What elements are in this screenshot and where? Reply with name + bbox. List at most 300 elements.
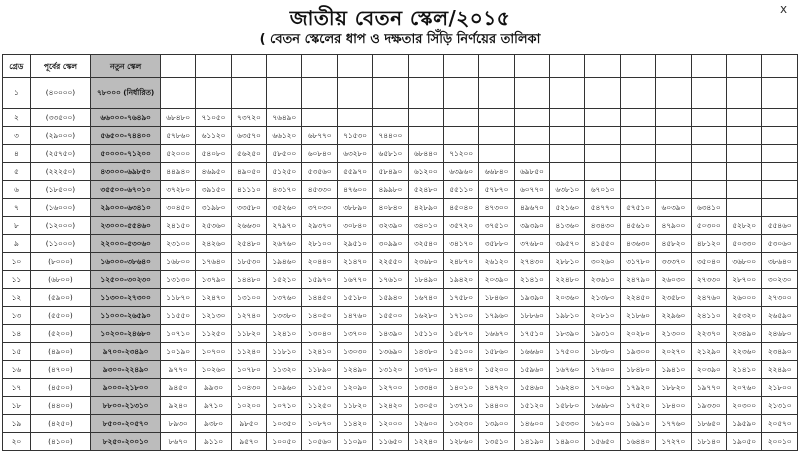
- step-cell: ১৫৯৭০: [302, 271, 337, 289]
- step-cell: ১২৪৭০: [196, 289, 231, 307]
- step-cell: ১৪৪০০: [479, 397, 514, 415]
- step-cell: ১৩৭১০: [443, 397, 478, 415]
- step-cell: ২৬০৩০: [656, 271, 691, 289]
- step-cell: ৫০৩৩০: [726, 235, 761, 253]
- step-cell: ১৩৫১০: [479, 433, 514, 451]
- step-cell: [408, 78, 443, 109]
- table-row: [3, 78, 798, 109]
- step-cell: ৫৫১১০: [443, 181, 478, 199]
- step-cell: ১৪০১০: [443, 379, 478, 397]
- step-cell: ৫২০০০: [160, 145, 195, 163]
- header-step-cell: [514, 55, 549, 78]
- step-cell: ১৮৬৫০: [691, 415, 726, 433]
- header-step-cell: [479, 55, 514, 78]
- step-cell: ৬৩৫৭০: [231, 127, 266, 145]
- new-scale-cell: ৫০০০০-৭১২০০: [91, 145, 161, 163]
- step-cell: ১৪৪৮০: [231, 271, 266, 289]
- step-cell: [550, 109, 585, 127]
- step-cell: ৫৭৮৭০: [479, 181, 514, 199]
- step-cell: ২০০১০: [762, 433, 798, 451]
- step-cell: ৫৬২৫০: [231, 145, 266, 163]
- step-cell: ১৭৫১০: [514, 325, 549, 343]
- step-cell: ১৮৮২০: [656, 379, 691, 397]
- step-cell: ১০২৬০: [196, 361, 231, 379]
- step-cell: ৪২৮৯০: [408, 199, 443, 217]
- step-cell: ১৩৩৮০: [267, 307, 302, 325]
- step-cell: ৪৩৬৩০: [620, 235, 655, 253]
- header-new-scale: নতুন স্কেল: [91, 55, 161, 78]
- step-cell: ২১২৯০: [691, 343, 726, 361]
- step-cell: ৩১৭৮০: [620, 253, 655, 271]
- step-cell: [726, 163, 761, 181]
- step-cell: ৬৭০১০: [585, 181, 620, 199]
- step-cell: ২৬০০০: [726, 289, 761, 307]
- step-cell: [585, 78, 620, 109]
- step-cell: ১৬৬৬০: [514, 343, 549, 361]
- step-cell: ১৯৫৯০: [726, 415, 761, 433]
- step-cell: ১০৭১০: [160, 325, 195, 343]
- step-cell: ২০৪৪০: [302, 253, 337, 271]
- step-cell: ৩৫০৪০: [691, 253, 726, 271]
- step-cell: [585, 145, 620, 163]
- table-row: [3, 163, 798, 181]
- step-cell: [726, 78, 761, 109]
- new-scale-cell: ১৬০০০-৩৮৬৪০: [91, 253, 161, 271]
- step-cell: ১৯৪৬০: [267, 253, 302, 271]
- step-cell: ১৮৩৯০: [550, 325, 585, 343]
- new-scale-cell: ৯০০০-২১৮০০: [91, 379, 161, 397]
- step-cell: ২৪৮৭০: [443, 253, 478, 271]
- grade-cell: ১১: [3, 271, 31, 289]
- step-cell: ২২৩৬০: [726, 343, 761, 361]
- step-cell: ৯৪৫০: [160, 379, 195, 397]
- step-cell: [656, 145, 691, 163]
- grade-cell: ৭: [3, 199, 31, 217]
- step-cell: ১৪১৯০: [514, 433, 549, 451]
- header-step-cell: [302, 55, 337, 78]
- step-cell: ৪৭৬০০: [337, 181, 372, 199]
- prev-scale-cell: (৪৫০০): [30, 379, 91, 397]
- header-step-cell: [656, 55, 691, 78]
- step-cell: ১১২৫০: [196, 325, 231, 343]
- step-cell: ৪৮১২০: [691, 235, 726, 253]
- table-row: [3, 415, 798, 433]
- grade-cell: ১৬: [3, 361, 31, 379]
- step-cell: [726, 145, 761, 163]
- prev-scale-cell: (৪৭০০): [30, 361, 91, 379]
- step-cell: ১৬৯১০: [620, 415, 655, 433]
- step-cell: [620, 127, 655, 145]
- prev-scale-cell: (৩৩৫০০): [30, 109, 91, 127]
- table-row: [3, 379, 798, 397]
- step-cell: ২৬৬৩০: [231, 217, 266, 235]
- header-step-cell: [726, 55, 761, 78]
- step-cell: ২৩৫৮০: [656, 289, 691, 307]
- step-cell: ১৫৪৬০: [514, 379, 549, 397]
- step-cell: [620, 109, 655, 127]
- step-cell: ২৬৫৯০: [762, 307, 798, 325]
- table-row: [3, 433, 798, 451]
- step-cell: [408, 109, 443, 127]
- step-cell: ৫৪৭৭০: [585, 199, 620, 217]
- step-cell: ৯৫৭০: [231, 433, 266, 451]
- step-cell: ৩০৪৫০: [160, 199, 195, 217]
- step-cell: ১৮৩৮০: [585, 343, 620, 361]
- step-cell: ৬৩২৮০: [337, 145, 372, 163]
- new-scale-cell: ৬৬০০০-৭৬৪৯০: [91, 109, 161, 127]
- step-cell: ২৪১৫০: [160, 217, 195, 235]
- step-cell: ১১৬৫০: [373, 433, 408, 451]
- step-cell: ২৫৪৮০: [231, 235, 266, 253]
- step-cell: ৩৬৮০০: [726, 253, 761, 271]
- step-cell: ১৪৭২০: [479, 379, 514, 397]
- step-cell: ১৯৩৯০: [514, 289, 549, 307]
- step-cell: ৪৩১৭০: [267, 181, 302, 199]
- table-row: [3, 361, 798, 379]
- step-cell: ৯৭১০: [196, 397, 231, 415]
- step-cell: ৬১১২০: [196, 127, 231, 145]
- step-cell: ১০৮৭০: [302, 415, 337, 433]
- prev-scale-cell: (৬৮০০): [30, 271, 91, 289]
- step-cell: [656, 78, 691, 109]
- step-cell: ২৬৭৬০: [267, 235, 302, 253]
- step-cell: ১৭৫৮০: [443, 289, 478, 307]
- new-scale-cell: ১১৩০০-২৭৩০০: [91, 289, 161, 307]
- step-cell: ১৬৬৮০: [585, 397, 620, 415]
- step-cell: ৪৯০৫০: [231, 163, 266, 181]
- step-cell: ৩১৯৮০: [196, 199, 231, 217]
- step-cell: ১৬৭৭০: [337, 271, 372, 289]
- step-cell: [726, 181, 761, 199]
- step-cell: ৪০৮৪০: [373, 199, 408, 217]
- step-cell: ২২৪৯০: [762, 361, 798, 379]
- step-cell: [550, 145, 585, 163]
- step-cell: ১৪৪৫০: [302, 289, 337, 307]
- step-cell: ৪১১১০: [231, 181, 266, 199]
- step-cell: ১২১৩০: [196, 307, 231, 325]
- step-cell: [762, 163, 798, 181]
- step-cell: ১৪৩৯০: [373, 325, 408, 343]
- grade-cell: ৬: [3, 181, 31, 199]
- step-cell: ১৪৩৮০: [408, 343, 443, 361]
- prev-scale-cell: (১১০০০): [30, 235, 91, 253]
- step-cell: ৬৩৮১০: [550, 181, 585, 199]
- step-cell: ১৯৪২০: [443, 271, 478, 289]
- step-cell: ১১২৫০: [302, 397, 337, 415]
- step-cell: [514, 109, 549, 127]
- step-cell: ৪৫৬১০: [620, 217, 655, 235]
- step-cell: ১৭৫২০: [620, 397, 655, 415]
- header-step-cell: [620, 55, 655, 78]
- step-cell: ৪৫৮২০: [656, 235, 691, 253]
- step-cell: ২২৪৮০: [550, 271, 585, 289]
- step-cell: ১২৭৪০: [231, 307, 266, 325]
- step-cell: ২১৮০০: [762, 379, 798, 397]
- new-scale-cell: ৪৩০০০-৬৯৮৫০: [91, 163, 161, 181]
- table-row: [3, 253, 798, 271]
- step-cell: ১২৬০০: [408, 415, 443, 433]
- step-cell: ৯৭৭০: [160, 361, 195, 379]
- step-cell: ৫৫৯৭০: [337, 163, 372, 181]
- prev-scale-cell: (২৫৭৫০): [30, 145, 91, 163]
- step-cell: ১৯৩০০: [620, 343, 655, 361]
- step-cell: ১০৩৫০: [267, 415, 302, 433]
- corner-mark: x: [780, 2, 788, 16]
- table-row: [3, 235, 798, 253]
- step-cell: ২৮১০০: [302, 235, 337, 253]
- step-cell: ২৯৩৭০: [302, 217, 337, 235]
- step-cell: ২৫৩৬০: [196, 217, 231, 235]
- step-cell: ২৩৪৯০: [726, 325, 761, 343]
- prev-scale-cell: (৫৫০০): [30, 307, 91, 325]
- prev-scale-cell: (৪১০০): [30, 433, 91, 451]
- step-cell: [585, 163, 620, 181]
- step-cell: ১২২৪০: [408, 433, 443, 451]
- step-cell: ৩৩৫৮০: [231, 199, 266, 217]
- prev-scale-cell: (১৮৫০০): [30, 181, 91, 199]
- step-cell: [762, 78, 798, 109]
- step-cell: ১৫৮৭০: [443, 325, 478, 343]
- step-cell: [514, 145, 549, 163]
- prev-scale-cell: (২৯০০০): [30, 127, 91, 145]
- step-cell: ১২৪৯০: [337, 361, 372, 379]
- step-cell: ২৬১২০: [479, 253, 514, 271]
- grade-cell: ১৫: [3, 343, 31, 361]
- step-cell: ২০৫৭০: [762, 415, 798, 433]
- step-cell: [196, 78, 231, 109]
- step-cell: [267, 78, 302, 109]
- step-cell: ১৩২৩০: [443, 415, 478, 433]
- step-cell: ৩৯৩৯০: [514, 217, 549, 235]
- step-cell: ২৪১১০: [691, 307, 726, 325]
- step-cell: ১০৫৬০: [302, 433, 337, 451]
- header-step-cell: [160, 55, 195, 78]
- step-cell: ১০২০০: [231, 397, 266, 415]
- step-cell: ২০২৭০: [656, 343, 691, 361]
- header-step-cell: [373, 55, 408, 78]
- step-cell: ২০৩৬০: [550, 289, 585, 307]
- step-cell: ৩০২৩০: [762, 271, 798, 289]
- step-cell: ১৩৬৯০: [373, 343, 408, 361]
- table-row: [3, 181, 798, 199]
- step-cell: ১৬৬৭০: [479, 325, 514, 343]
- step-cell: ৮৬৭০: [160, 433, 195, 451]
- table-row: [3, 289, 798, 307]
- step-cell: ১৭৯২০: [620, 379, 655, 397]
- table-row: [3, 343, 798, 361]
- step-cell: ১২০০০: [373, 415, 408, 433]
- step-cell: ৪৫০৪০: [443, 199, 478, 217]
- step-cell: ২০৮১০: [585, 307, 620, 325]
- step-cell: ১৮৫৩০: [231, 253, 266, 271]
- step-cell: [550, 163, 585, 181]
- step-cell: ৪৭৯০০: [656, 217, 691, 235]
- page-title: জাতীয় বেতন স্কেল/২০১৫: [289, 6, 511, 30]
- prev-scale-cell: (১৬০০০): [30, 199, 91, 217]
- grade-cell: ৪: [3, 145, 31, 163]
- table-row: [3, 145, 798, 163]
- page-subtitle: ( বেতন স্কেলের ধাপ ও দক্ষতার সিঁড়ি নির্ণয়ের তালিকা: [259, 32, 541, 47]
- step-cell: ৫৮৫০০: [267, 145, 302, 163]
- step-cell: ২৩৬১০: [585, 271, 620, 289]
- grade-cell: ১০: [3, 253, 31, 271]
- grade-cell: ২০: [3, 433, 31, 451]
- prev-scale-cell: (৪০০০০): [30, 78, 91, 109]
- step-cell: ১৭০৬০: [585, 379, 620, 397]
- new-scale-cell: ৫৬৫০০-৭৪৪০০: [91, 127, 161, 145]
- step-cell: ৬৮৪৮০: [160, 109, 195, 127]
- prev-scale-cell: (১২০০০): [30, 217, 91, 235]
- step-cell: ১৫৬৫০: [585, 433, 620, 451]
- step-cell: ২১৪৭০: [337, 253, 372, 271]
- step-cell: [302, 78, 337, 109]
- step-cell: ১১৩২০: [267, 361, 302, 379]
- step-cell: ২৭৪৩০: [514, 253, 549, 271]
- step-cell: ২২৪৫০: [620, 289, 655, 307]
- step-cell: [231, 78, 266, 109]
- new-scale-cell: ২৯০০০-৬৩৪১০: [91, 199, 161, 217]
- step-cell: [479, 109, 514, 127]
- grade-cell: ৯: [3, 235, 31, 253]
- grade-cell: ১২: [3, 289, 31, 307]
- step-cell: [691, 109, 726, 127]
- prev-scale-cell: (৪২৫০): [30, 415, 91, 433]
- step-cell: ১৫৯৪০: [373, 289, 408, 307]
- grade-cell: ১: [3, 78, 31, 109]
- step-cell: ২২৫৫০: [373, 253, 408, 271]
- step-cell: ১৫১১০: [408, 325, 443, 343]
- new-scale-cell: ৯৩০০-২২৪৯০: [91, 361, 161, 379]
- step-cell: ১০৯৬০: [267, 379, 302, 397]
- step-cell: ১৭৯৬০: [479, 307, 514, 325]
- step-cell: ১৩০৩০: [337, 343, 372, 361]
- step-cell: ৫২৪৮০: [408, 181, 443, 199]
- step-cell: ১০০৫০: [267, 433, 302, 451]
- step-cell: ৩৭৬৮০: [514, 235, 549, 253]
- step-cell: ২১৩০০: [656, 325, 691, 343]
- step-cell: [479, 145, 514, 163]
- step-cell: ৩২৫৪০: [408, 235, 443, 253]
- header-step-cell: [337, 55, 372, 78]
- step-cell: ৩০৮৪০: [337, 217, 372, 235]
- step-cell: ১৩৩৪০: [408, 379, 443, 397]
- step-cell: ২০৩৯০: [691, 361, 726, 379]
- step-cell: ৭৪৪০০: [373, 127, 408, 145]
- step-cell: [620, 145, 655, 163]
- step-cell: ৭১০৫০: [196, 109, 231, 127]
- step-cell: ৩৪০১০: [408, 217, 443, 235]
- step-cell: ৬৩৪১০: [691, 199, 726, 217]
- step-cell: ১১৫৫০: [160, 307, 195, 325]
- grade-cell: ৩: [3, 127, 31, 145]
- step-cell: ১৩৭৮০: [408, 361, 443, 379]
- header-prev-scale: পূর্বের স্কেল: [30, 55, 91, 78]
- table-row: [3, 109, 798, 127]
- step-cell: ১৪০৫০: [302, 307, 337, 325]
- header-step-cell: [443, 55, 478, 78]
- step-cell: [620, 163, 655, 181]
- step-cell: ২৩৪৯০: [762, 343, 798, 361]
- step-cell: ৬৬১২০: [267, 127, 302, 145]
- step-cell: [302, 109, 337, 127]
- step-cell: ১৭৭৬০: [656, 415, 691, 433]
- step-cell: ১১৮৯০: [302, 361, 337, 379]
- step-cell: ১৮৪৯০: [408, 271, 443, 289]
- step-cell: ৫৩০৬০: [762, 235, 798, 253]
- step-cell: ৭৬৪৯০: [267, 109, 302, 127]
- header-grade: গ্রেড: [3, 55, 31, 78]
- step-cell: ৪৭৩০০: [479, 199, 514, 217]
- step-cell: ১৩৭০০: [337, 325, 372, 343]
- step-cell: [691, 127, 726, 145]
- step-cell: ১১০৯০: [337, 433, 372, 451]
- new-scale-cell: ১২৫০০-৩০২৩০: [91, 271, 161, 289]
- step-cell: ১৫২১০: [267, 271, 302, 289]
- step-cell: ২৪৬৮০: [762, 325, 798, 343]
- step-cell: ৬৬৮৪০: [479, 163, 514, 181]
- prev-scale-cell: (৪৯০০): [30, 343, 91, 361]
- new-scale-cell: ২২০০০-৫৩০৬০: [91, 235, 161, 253]
- step-cell: ২৩৬৮০: [408, 253, 443, 271]
- step-cell: ২২৯৬০: [656, 307, 691, 325]
- grade-cell: ১৮: [3, 397, 31, 415]
- step-cell: ১৬১০০: [585, 415, 620, 433]
- step-cell: [656, 181, 691, 199]
- step-cell: ৩৫৮৮০: [479, 235, 514, 253]
- step-cell: ১৪৬০০: [514, 415, 549, 433]
- step-cell: [443, 127, 478, 145]
- step-cell: [550, 127, 585, 145]
- step-cell: ৩৯৫৭০: [550, 235, 585, 253]
- step-cell: ২৭৩০০: [762, 289, 798, 307]
- step-cell: ১৩০৪০: [302, 325, 337, 343]
- step-cell: [479, 78, 514, 109]
- step-cell: ৫২৮২০: [726, 217, 761, 235]
- prev-scale-cell: (২২২৫০): [30, 163, 91, 181]
- step-cell: ১২০৯০: [337, 379, 372, 397]
- step-cell: ৬০৮৪০: [302, 145, 337, 163]
- step-cell: ৩৭৫১০: [479, 217, 514, 235]
- step-cell: ১৪৯০০: [550, 433, 585, 451]
- step-cell: ৪৯৯৮০: [373, 181, 408, 199]
- step-cell: ৪১৫৫০: [585, 235, 620, 253]
- step-cell: ৬৯৮৫০: [514, 163, 549, 181]
- header-step-cell: [267, 55, 302, 78]
- step-cell: [337, 78, 372, 109]
- step-cell: ৫৩৫৬০: [302, 163, 337, 181]
- step-cell: ৪১৩৬০: [550, 217, 585, 235]
- step-cell: [726, 127, 761, 145]
- step-cell: ২১৪১০: [514, 271, 549, 289]
- step-cell: ১৫৮৮০: [550, 397, 585, 415]
- step-cell: [443, 78, 478, 109]
- step-cell: [762, 181, 798, 199]
- step-cell: ১৮৪৬০: [479, 289, 514, 307]
- step-cell: ১৩১৩০: [160, 271, 195, 289]
- step-cell: ৫০৩০০: [691, 217, 726, 235]
- step-cell: ১৩৯০০: [479, 415, 514, 433]
- step-cell: ১১৪২০: [337, 415, 372, 433]
- step-cell: ৪৯৬৭০: [514, 199, 549, 217]
- new-scale-cell: ৮৮০০-২১৩১০: [91, 397, 161, 415]
- step-cell: ৬৩৯৬০: [443, 163, 478, 181]
- step-cell: ১৪৪৭০: [443, 361, 478, 379]
- step-cell: ২৮৮১০: [550, 253, 585, 271]
- new-scale-cell: ৩৫৫০০-৬৭০১০: [91, 181, 161, 199]
- step-cell: ১৭৬০০: [585, 361, 620, 379]
- step-cell: [585, 109, 620, 127]
- step-cell: ৬০৩৯০: [656, 199, 691, 217]
